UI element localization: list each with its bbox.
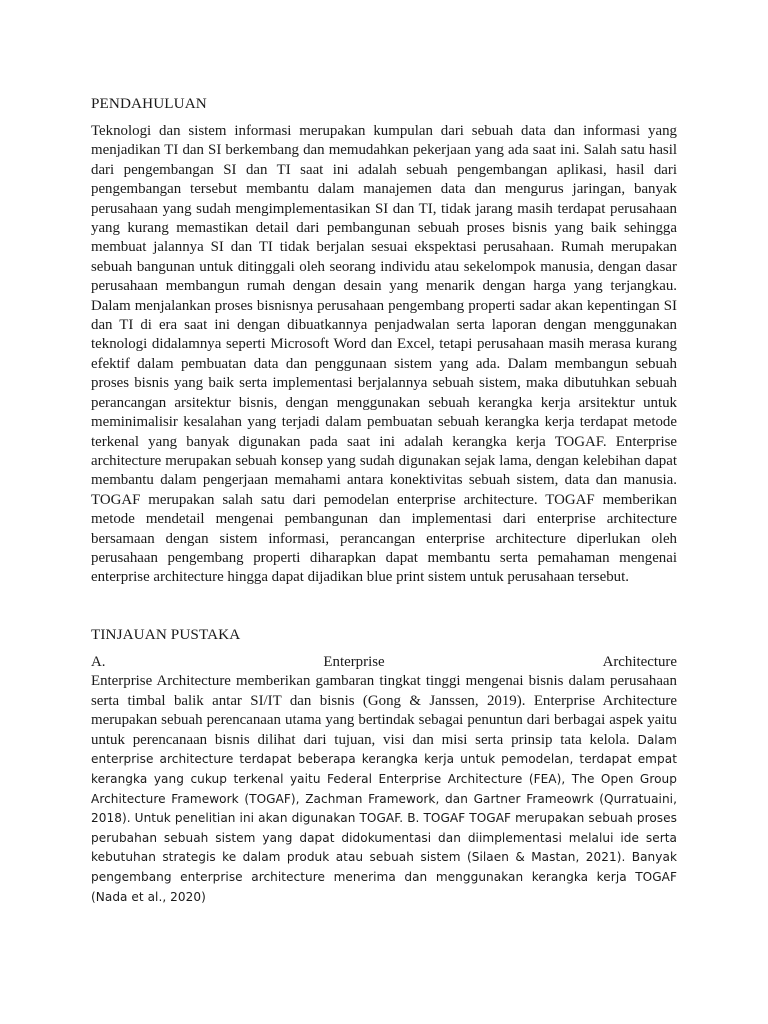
section-heading-pendahuluan: PENDAHULUAN xyxy=(91,95,207,112)
subsection-a-title xyxy=(91,653,677,672)
section-heading-tinjauan-pustaka: TINJAUAN PUSTAKA xyxy=(91,626,241,643)
enterprise-architecture-paragraph xyxy=(91,672,677,907)
intro-paragraph: Teknologi dan sistem informasi merupakan kumpulan dari sebuah data dan informasi yang menjadikan TI dan SI berkembang dan memudahkan pekerjaan yang ada saat ini. Salah satu hasil dari pengembangan SI dan TI saat ini adalah sebuah pengembangan aplikasi, hasil dari pengembangan tersebut membantu dalam manajemen data dan mengurus jaringan, banyak perusahaan yang sudah mengimplementasikan SI dan TI, tidak jarang masih terdapat perusahaan yang kurang memastikan detail dari pembangunan sebuah proses bisnis yang baik sehingga membuat jalannya SI dan TI tidak berjalan sesuai ekspektasi perusahaan. Rumah merupakan sebuah bangunan untuk ditinggali oleh seorang individu atau sekelompok manusia, dengan dasar perusahaan membangun rumah dengan desain yang menarik dengan harga yang terjangkau. Dalam menjalankan proses bisnisnya perusahaan pengembang properti sadar akan kepentingan SI dan TI di era saat ini dengan dibuatkannya penjadwalan serta laporan dengan menggunakan teknologi didalamnya seperti Microsoft Word dan Excel, tetapi perusahaan masih merasa kurang efektif dalam pembuatan data dan penggunaan sistem yang ada. Dalam membangun sebuah proses bisnis yang baik serta implementasi berjalannya sebuah sistem, maka dibutuhkan sebuah perancangan arsitektur bisnis, dengan menggunakan sebuah kerangka kerja arsitektur untuk meminimalisir kesalahan yang terjadi dalam pembuatan sebuah kerangka kerja terdapat metode terkenal yang banyak digunakan pada saat ini adalah kerangka kerja TOGAF. Enterprise architecture merupakan sebuah konsep yang sudah digunakan sejak lama, dengan kelebihan dapat membantu dalam pengerjaan memahami antara konektivitas sebuah sistem, data dan manusia. TOGAF merupakan salah satu dari pemodelan enterprise architecture. TOGAF memberikan metode mendetail mengenai pembangunan dan implementasi dari enterprise architecture bersamaan dengan sistem informasi, perancangan enterprise architecture diperlukan oleh perusahaan pengembang properti diharapkan dapat membantu serta pemahaman mengenai enterprise architecture hingga dapat dijadikan blue print sistem untuk perusahaan tersebut. xyxy=(91,123,677,586)
enterprise-architecture-text-serif: Enterprise Architecture memberikan gambaran tingkat tinggi mengenai bisnis dalam perusahaan serta timbal balik antar SI/IT dan bisnis (Gong & Janssen, 2019). Enterprise Architecture merupakan sebuah perencanaan utama yang bertindak sebagai penuntun dari berbagai aspek yaitu untuk perencanaan bisnis dilihat dari tujuan, visi dan misi serta prinsip tata kelola. xyxy=(91,673,677,748)
subsection-a-marker: A. xyxy=(91,654,106,670)
enterprise-architecture-text-sans: Dalam enterprise architecture terdapat beberapa kerangka kerja untuk pemodelan, terdapat empat kerangka yang cukup terkenal yaitu Federal Enterprise Architecture (FEA), The Open Group Architecture Framework (TOGAF), Zachman Framework, dan Gartner Frameowrk (Qurratuaini, 2018). Untuk penelitian ini akan digunakan TOGAF. B. TOGAF TOGAF merupakan sebuah proses perubahan sebuah sistem yang dapat didokumentasi dan diimplementasi melalui ide serta kebutuhan strategis ke dalam produk atau sebuah sistem (Silaen & Mastan, 2021). Banyak pengembang enterprise architecture menerima dan menggunakan kerangka kerja TOGAF (Nada et al., 2020) xyxy=(91,732,677,904)
subsection-a-word-architecture: Architecture xyxy=(602,654,677,670)
subsection-a-word-enterprise: Enterprise xyxy=(323,654,385,670)
